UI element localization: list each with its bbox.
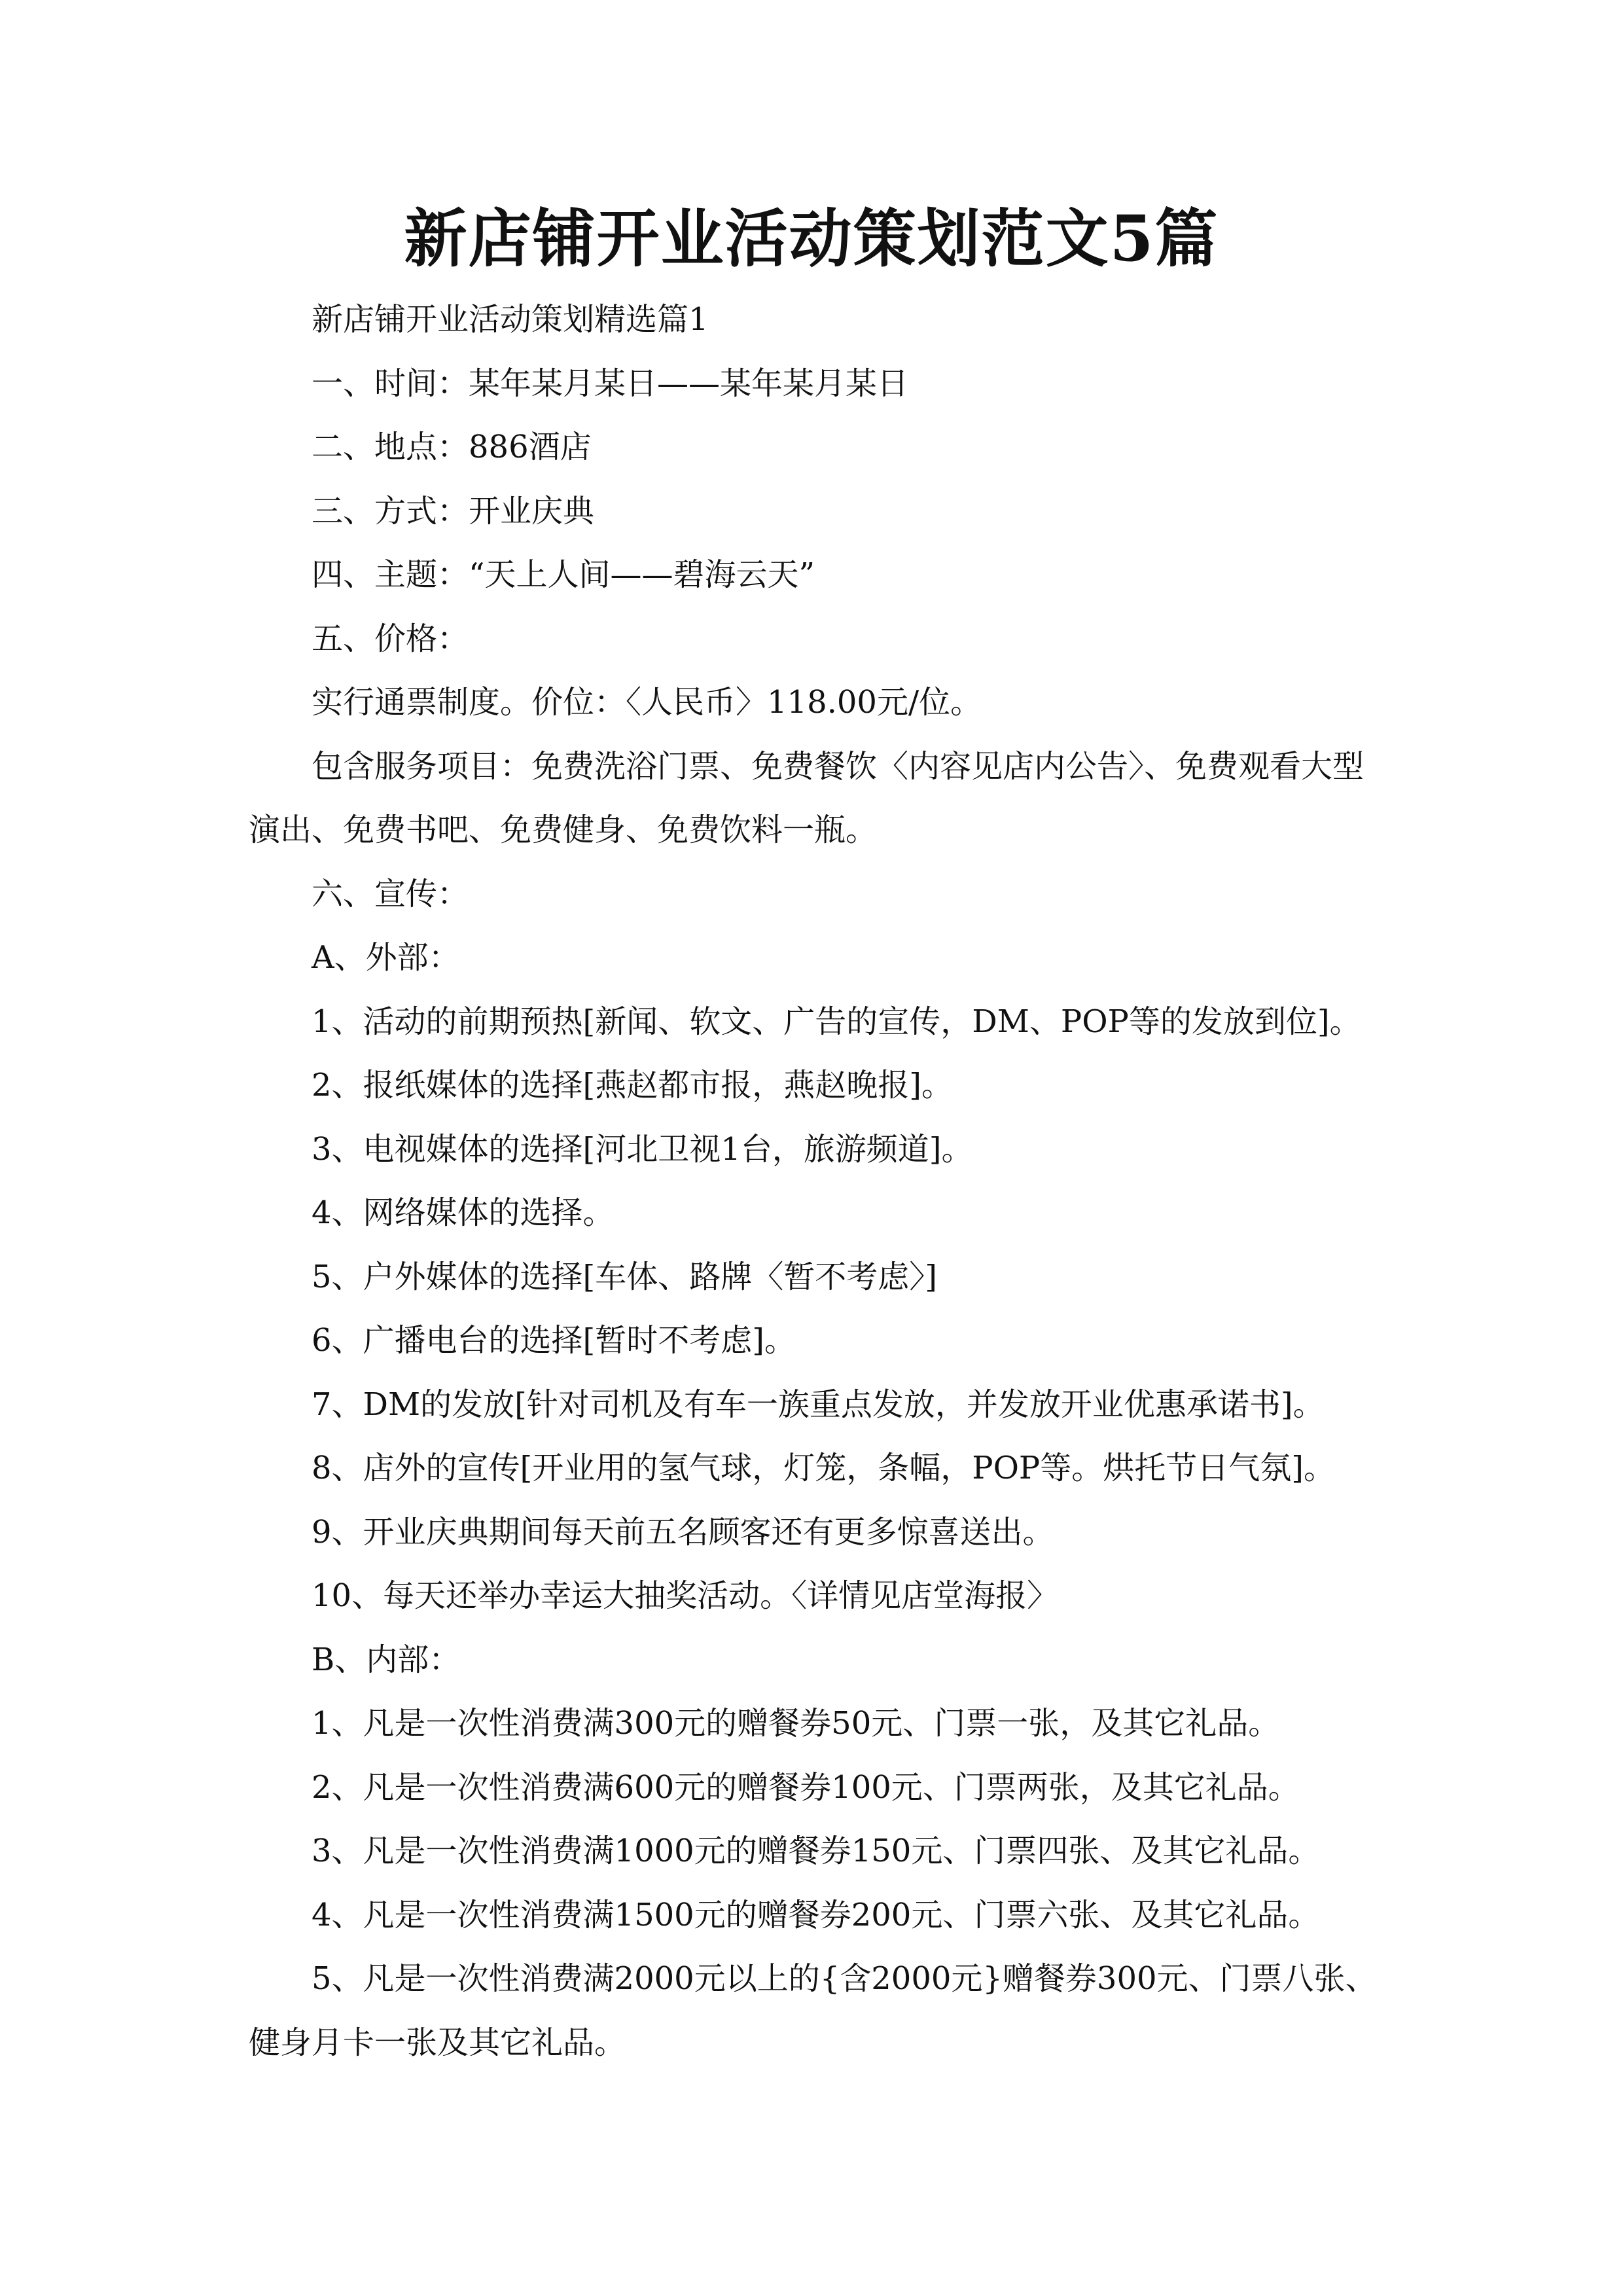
paragraph: 5、凡是一次性消费满2000元以上的{含2000元}赠餐券300元、门票八张、健身月卡一张及其它礼品。 — [249, 1960, 1377, 2061]
paragraph: 4、网络媒体的选择。 — [312, 1194, 615, 1231]
paragraph: 4、凡是一次性消费满1500元的赠餐券200元、门票六张、及其它礼品。 — [312, 1896, 1320, 1933]
paragraph: 四、主题：“天上人间——碧海云天” — [312, 556, 815, 593]
paragraph: 3、凡是一次性消费满1000元的赠餐券150元、门票四张、及其它礼品。 — [312, 1833, 1320, 1869]
paragraph: 5、户外媒体的选择[车体、路牌〈暂不考虑〉] — [312, 1258, 937, 1295]
paragraph: 1、凡是一次性消费满300元的赠餐券50元、门票一张，及其它礼品。 — [312, 1705, 1280, 1742]
paragraph: 7、DM的发放[针对司机及有车一族重点发放，并发放开业优惠承诺书]。 — [312, 1386, 1325, 1423]
paragraph: 10、每天还举办幸运大抽奖活动。〈详情见店堂海报〉 — [312, 1577, 1059, 1614]
paragraph: 6、广播电台的选择[暂时不考虑]。 — [312, 1322, 796, 1359]
paragraph: 六、宣传： — [312, 875, 469, 912]
paragraph: B、内部： — [312, 1641, 461, 1678]
paragraph: 1、活动的前期预热[新闻、软文、广告的宣传，DM、POP等的发放到位]。 — [312, 1003, 1361, 1040]
paragraph: 9、开业庆典期间每天前五名顾客还有更多惊喜送出。 — [312, 1513, 1054, 1551]
paragraph: 五、价格： — [312, 620, 469, 657]
paragraph: 3、电视媒体的选择[河北卫视1台，旅游频道]。 — [312, 1130, 973, 1168]
document-title: 新店铺开业活动策划范文5篇 — [404, 202, 1219, 276]
paragraph: 2、报纸媒体的选择[燕赵都市报，燕赵晚报]。 — [312, 1067, 953, 1103]
paragraph: 8、店外的宣传[开业用的氢气球，灯笼，条幅，POP等。烘托节日气氛]。 — [312, 1450, 1335, 1486]
paragraph: 二、地点：886酒店 — [312, 429, 592, 465]
paragraph: 实行通票制度。价位：〈人民币〉118.00元/位。 — [312, 684, 982, 721]
paragraph: 2、凡是一次性消费满600元的赠餐券100元、门票两张，及其它礼品。 — [312, 1768, 1300, 1806]
paragraph: A、外部： — [312, 939, 460, 976]
paragraph: 包含服务项目：免费洗浴门票、免费餐饮〈内容见店内公告〉、免费观看大型演出、免费书吧、免费健身、免费饮料一瓶。 — [249, 747, 1364, 848]
document-body — [249, 288, 1387, 2075]
paragraph: 新店铺开业活动策划精选篇1 — [312, 301, 709, 338]
paragraph: 三、方式：开业庆典 — [312, 492, 595, 529]
paragraph: 一、时间：某年某月某日——某年某月某日 — [312, 365, 909, 402]
